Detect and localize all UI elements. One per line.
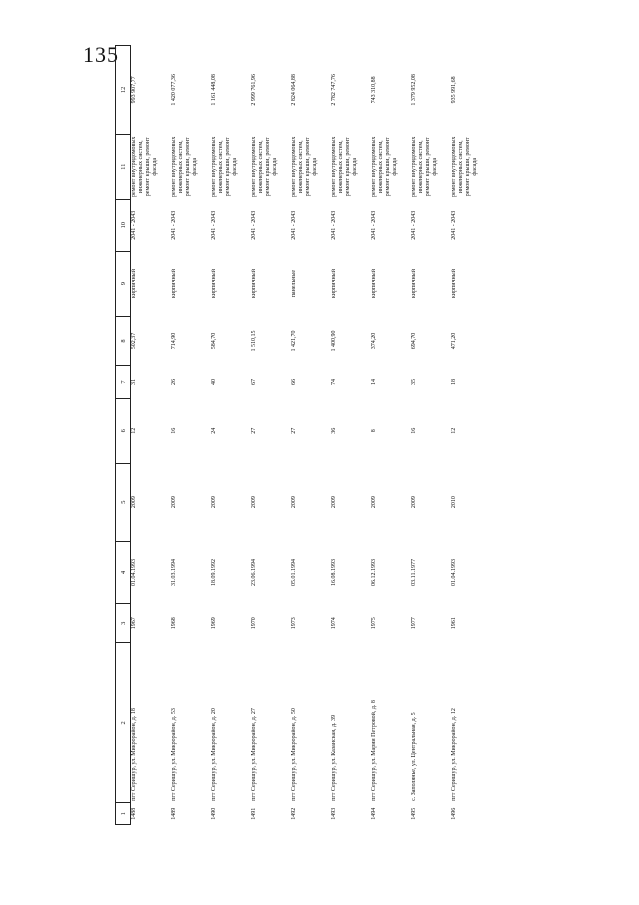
table-cell-date: 01.04.1993	[131, 558, 137, 586]
page-number: 135	[83, 42, 119, 67]
table-cell-period: 2041 - 2043	[291, 210, 297, 240]
table-row	[371, 46, 411, 825]
header-cell: 4	[116, 541, 131, 604]
table-cell-year-cap: 2010	[451, 496, 457, 509]
table-cell-material: кирпичный	[211, 269, 217, 299]
table-cell-year-built: 1968	[171, 617, 177, 630]
table-cell-c7: 66	[291, 379, 297, 386]
table-cell-year-cap: 2009	[251, 496, 257, 509]
table-cell-works: ремонт внутридомовых инженерных систем, ремонт крыши, ремонт фасада	[331, 136, 358, 197]
table-cell-area: 1 421,70	[291, 330, 297, 352]
table-cell-address: с. Заполянье, ул. Центральная, д. 5	[411, 712, 417, 801]
table-cell-works: ремонт внутридомовых инженерных систем, ремонт крыши, ремонт фасада	[371, 136, 398, 197]
table-cell-address: пгт Серишур, ул. Марии Петровой, д. 8	[371, 700, 377, 801]
table-cell-year-built: 1974	[331, 617, 337, 630]
table-cell-address: пгт Серишур, ул. Микрорайон, д. 18	[131, 708, 137, 801]
table-cell-date: 03.11.1977	[411, 559, 417, 586]
table-cell-material: кирпичный	[451, 269, 457, 299]
table-cell-cost: 1 161 448,08	[211, 74, 217, 106]
table-cell-year-built: 1967	[131, 617, 137, 630]
table-cell-area: 374,20	[371, 332, 377, 350]
table-cell-area: 1 510,15	[251, 330, 257, 352]
table-cell-c6: 36	[331, 427, 337, 434]
table-cell-period: 2041 - 2043	[331, 210, 337, 240]
table-cell-address: пгт Серишур, ул. Микрорайон, д. 50	[291, 708, 297, 801]
table-cell-date: 01.04.1993	[451, 558, 457, 586]
header-cell: 1	[116, 803, 131, 825]
table-cell-c7: 74	[331, 379, 337, 386]
table-header	[116, 46, 131, 825]
table-cell-year-cap: 2009	[371, 496, 377, 509]
table-cell-c6: 12	[131, 427, 137, 434]
table-cell-area: 502,37	[131, 332, 137, 350]
capital-repair-table	[115, 45, 491, 825]
table-cell-c7: 35	[411, 379, 417, 386]
table-cell-material: кирпичный	[371, 269, 377, 299]
table-cell-date: 06.12.1993	[371, 558, 377, 586]
table-cell-no: 1495	[411, 807, 417, 820]
table-cell-year-cap: 2009	[291, 496, 297, 509]
table-cell-year-cap: 2009	[331, 496, 337, 509]
header-cell: 9	[116, 251, 131, 316]
table-cell-date: 31.03.1994	[171, 558, 177, 586]
table-cell-no: 1492	[291, 807, 297, 820]
table-cell-cost: 1 379 952,08	[411, 74, 417, 106]
table-row	[291, 46, 331, 825]
table-cell-c6: 27	[291, 427, 297, 434]
table-cell-c6: 8	[371, 429, 377, 433]
table-cell-works: ремонт внутридомовых инженерных систем, ремонт крыши, ремонт фасада	[291, 136, 318, 197]
table-cell-no: 1493	[331, 807, 337, 820]
header-cell: 8	[116, 316, 131, 366]
table-cell-date: 23.06.1994	[251, 558, 257, 586]
table-cell-works: ремонт внутридомовых инженерных систем, ремонт крыши, ремонт фасада	[171, 136, 198, 197]
table-cell-c7: 26	[171, 379, 177, 386]
table-cell-year-built: 1970	[251, 617, 257, 630]
table-cell-year-cap: 2009	[411, 496, 417, 509]
table-cell-period: 2041 - 2043	[451, 210, 457, 240]
table-cell-no: 1491	[251, 807, 257, 820]
table-row	[251, 46, 291, 825]
table-cell-date: 18.09.1992	[211, 558, 217, 586]
table-cell-address: пгт Серишур, ул. Микрорайон, д. 20	[211, 708, 217, 801]
header-cell: 5	[116, 463, 131, 541]
table-row	[131, 46, 172, 825]
header-cell: 12	[116, 46, 131, 135]
header-cell: 6	[116, 398, 131, 463]
header-cell: 10	[116, 199, 131, 251]
table-cell-material: кирпичный	[331, 269, 337, 299]
header-cell: 2	[116, 643, 131, 803]
table-row	[171, 46, 211, 825]
table-cell-cost: 2 782 747,76	[331, 74, 337, 106]
table-row	[331, 46, 371, 825]
table-cell-address: пгт Серишур, ул. Микрорайон, д. 12	[451, 708, 457, 801]
table-cell-period: 2041 - 2043	[171, 210, 177, 240]
table-cell-no: 1489	[171, 807, 177, 820]
table-cell-date: 05.01.1994	[291, 558, 297, 586]
table-cell-area: 584,70	[211, 332, 217, 350]
table-cell-cost: 2 824 064,88	[291, 74, 297, 106]
header-cell: 11	[116, 134, 131, 199]
table-cell-c7: 31	[131, 379, 137, 386]
table-cell-area: 1 400,90	[331, 330, 337, 352]
table-cell-c6: 24	[211, 427, 217, 434]
table-cell-c7: 67	[251, 379, 257, 386]
table-cell-c6: 16	[411, 427, 417, 434]
table-cell-c6: 27	[251, 427, 257, 434]
table-cell-works: ремонт внутридомовых инженерных систем, ремонт крыши, ремонт фасада	[411, 136, 438, 197]
table-cell-no: 1496	[451, 807, 457, 820]
table-cell-address: пгт Серишур, ул. Микрорайон, д. 27	[251, 708, 257, 801]
table-cell-c7: 14	[371, 379, 377, 386]
table-row	[211, 46, 251, 825]
table-cell-period: 2041 - 2043	[371, 210, 377, 240]
table-cell-area: 694,70	[411, 332, 417, 350]
table-cell-cost: 2 999 761,96	[251, 74, 257, 106]
table-row	[451, 46, 491, 825]
table-cell-no: 1490	[211, 807, 217, 820]
table-cell-period: 2041 - 2043	[411, 210, 417, 240]
table-cell-works: ремонт внутридомовых инженерных систем, ремонт крыши, ремонт фасада	[251, 136, 278, 197]
table-cell-c7: 40	[211, 379, 217, 386]
table-cell-works: ремонт внутридомовых инженерных систем, ремонт крыши, ремонт фасада	[131, 136, 158, 197]
table-cell-address: пгт Серишур, ул. Казанская, д. 39	[331, 714, 337, 801]
table-cell-period: 2041 - 2043	[131, 210, 137, 240]
rotated-table-container	[115, 45, 530, 825]
table-cell-material: панельные	[291, 269, 297, 298]
table-cell-year-cap: 2009	[211, 496, 217, 509]
table-cell-cost: 935 991,68	[451, 76, 457, 104]
table-cell-area: 471,20	[451, 332, 457, 350]
table-cell-c7: 18	[451, 379, 457, 386]
table-row	[411, 46, 451, 825]
table-cell-year-cap: 2009	[171, 496, 177, 509]
table-cell-no: 1488	[131, 807, 137, 820]
table-cell-year-cap: 2009	[131, 496, 137, 509]
table-cell-year-built: 1969	[211, 617, 217, 630]
table-cell-c6: 16	[171, 427, 177, 434]
table-cell-material: кирпичный	[411, 269, 417, 299]
table-cell-c6: 12	[451, 427, 457, 434]
table-cell-works: ремонт внутридомовых инженерных систем, ремонт крыши, ремонт фасада	[451, 136, 478, 197]
table-cell-no: 1494	[371, 807, 377, 820]
table-cell-period: 2041 - 2043	[251, 210, 257, 240]
table-cell-cost: 993 907,77	[131, 76, 137, 104]
header-cell: 3	[116, 604, 131, 643]
table-cell-address: пгт Серишур, ул. Микрорайон, д. 53	[171, 708, 177, 801]
header-cell: 7	[116, 366, 131, 398]
table-cell-year-built: 1961	[451, 617, 457, 630]
table-cell-cost: 743 310,88	[371, 76, 377, 104]
table-cell-area: 714,90	[171, 332, 177, 350]
table-cell-year-built: 1973	[291, 617, 297, 630]
table-cell-cost: 1 420 077,36	[171, 74, 177, 106]
table-cell-material: кирпичный	[131, 269, 137, 299]
table-cell-works: ремонт внутридомовых инженерных систем, ремонт крыши, ремонт фасада	[211, 136, 238, 197]
table-cell-material: кирпичный	[171, 269, 177, 299]
table-cell-material: кирпичный	[251, 269, 257, 299]
table-cell-year-built: 1975	[371, 617, 377, 630]
header-row	[116, 46, 131, 825]
table-cell-period: 2041 - 2043	[211, 210, 217, 240]
table-cell-year-built: 1977	[411, 617, 417, 630]
table-body	[131, 46, 492, 825]
table-cell-date: 16.08.1993	[331, 558, 337, 586]
